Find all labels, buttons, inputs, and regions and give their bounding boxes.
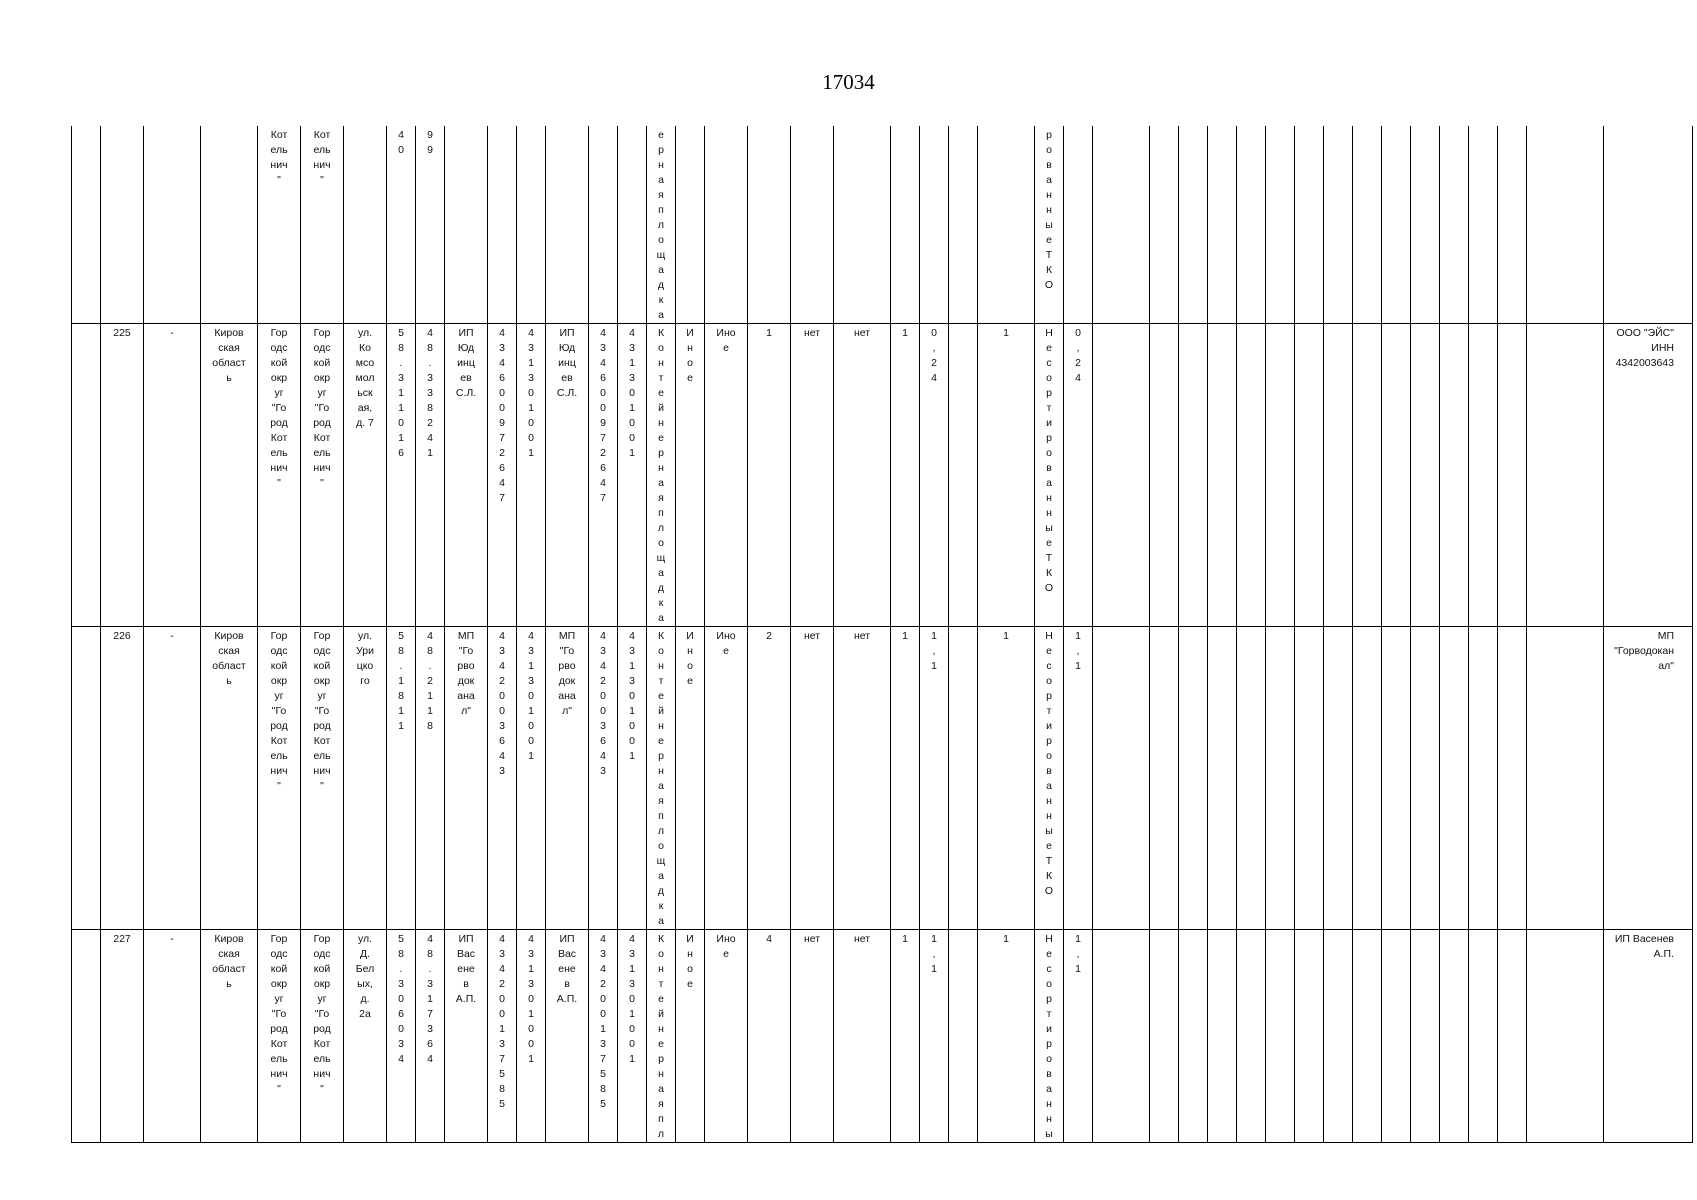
cell-blank xyxy=(72,324,101,627)
cell-area: 1 xyxy=(748,324,791,627)
cell-empty xyxy=(1093,930,1150,1143)
cell-empty xyxy=(1237,627,1266,930)
cell-empty xyxy=(1093,126,1150,324)
cell-fence: нет xyxy=(791,930,834,1143)
cell-empty xyxy=(1469,126,1498,324)
cell-empty xyxy=(1208,324,1237,627)
cell-settlement: Кот ель нич " xyxy=(301,126,344,324)
cell-area xyxy=(748,126,791,324)
cell-empty xyxy=(1527,324,1604,627)
cell-empty xyxy=(1150,627,1179,930)
cell-empty xyxy=(1411,930,1440,1143)
cell-owner-ogrn: 4 3 1 3 0 1 0 0 1 xyxy=(517,627,546,930)
cell-empty xyxy=(1295,324,1324,627)
cell-empty xyxy=(1527,126,1604,324)
cell-area: 2 xyxy=(748,627,791,930)
cell-bunker-volume: 1 xyxy=(978,627,1035,930)
cell-waste-type: Н е с о р т и р о в а н н ы xyxy=(1035,930,1064,1143)
cell-surface xyxy=(676,126,705,324)
cell-site-type: е р н а я п л о щ а д к а xyxy=(647,126,676,324)
cell-empty xyxy=(1208,627,1237,930)
cell-empty xyxy=(1324,627,1353,930)
cell-empty xyxy=(1382,930,1411,1143)
cell-empty xyxy=(1411,627,1440,930)
cell-record-number: 227 xyxy=(101,930,144,1143)
cell-empty xyxy=(1527,627,1604,930)
cell-container-count: 1 xyxy=(891,627,920,930)
cell-owner-ogrn: 4 3 1 3 0 1 0 0 1 xyxy=(517,930,546,1143)
cell-canopy: нет xyxy=(834,930,891,1143)
cell-empty xyxy=(1440,324,1469,627)
cell-empty xyxy=(1498,930,1527,1143)
cell-surface-note: Ино е xyxy=(705,627,748,930)
cell-dash: - xyxy=(144,324,201,627)
cell-source-owner: ИП Васенев А.П. xyxy=(1604,930,1693,1143)
cell-fence: нет xyxy=(791,627,834,930)
cell-empty xyxy=(1266,930,1295,1143)
cell-source-owner: ООО "ЭЙС" ИНН 4342003643 xyxy=(1604,324,1693,627)
cell-blank xyxy=(72,627,101,930)
cell-dash: - xyxy=(144,930,201,1143)
table-row xyxy=(72,627,1693,930)
cell-fence: нет xyxy=(791,324,834,627)
cell-longitude: 4 8 . 3 3 8 2 4 1 xyxy=(416,324,445,627)
cell-district: Гор одс кой окр уг "Го род Кот ель нич " xyxy=(258,930,301,1143)
cell-container-volume: 1 , 1 xyxy=(920,930,949,1143)
cell-empty xyxy=(1295,930,1324,1143)
cell-owner-inn: 4 3 4 2 0 0 3 6 4 3 xyxy=(488,627,517,930)
cell-empty xyxy=(1440,126,1469,324)
page-number: 17034 xyxy=(822,70,875,94)
cell-district: Гор одс кой окр уг "Го род Кот ель нич " xyxy=(258,324,301,627)
cell-bunker-volume: 1 xyxy=(978,930,1035,1143)
cell-settlement: Гор одс кой окр уг "Го род Кот ель нич " xyxy=(301,930,344,1143)
cell-container-count: 1 xyxy=(891,324,920,627)
cell-address: ул. Ури цко го xyxy=(344,627,387,930)
cell-bunker-volume: 1 xyxy=(978,324,1035,627)
cell-owner-ogrn xyxy=(517,126,546,324)
cell-empty xyxy=(1208,126,1237,324)
cell-dash: - xyxy=(144,627,201,930)
cell-empty xyxy=(1382,627,1411,930)
cell-surface-note xyxy=(705,126,748,324)
cell-surface-note: Ино е xyxy=(705,324,748,627)
cell-empty xyxy=(1498,324,1527,627)
cell-operator-ogrn: 4 3 1 3 0 1 0 0 1 xyxy=(618,324,647,627)
cell-surface-note: Ино е xyxy=(705,930,748,1143)
cell-empty xyxy=(1093,324,1150,627)
cell-district: Кот ель нич " xyxy=(258,126,301,324)
cell-empty xyxy=(1469,930,1498,1143)
cell-container-count: 1 xyxy=(891,930,920,1143)
cell-region: Киров ская област ь xyxy=(201,324,258,627)
cell-empty xyxy=(1266,324,1295,627)
cell-dash xyxy=(144,126,201,324)
cell-operator-name: ИП Юд инц ев С.Л. xyxy=(546,324,589,627)
cell-empty xyxy=(1411,324,1440,627)
cell-region: Киров ская област ь xyxy=(201,930,258,1143)
cell-empty xyxy=(1527,930,1604,1143)
cell-surface: И н о е xyxy=(676,930,705,1143)
cell-operator-inn: 4 3 4 6 0 0 9 7 2 6 4 7 xyxy=(589,324,618,627)
cell-canopy xyxy=(834,126,891,324)
table-row xyxy=(72,930,1693,1143)
cell-operator-ogrn xyxy=(618,126,647,324)
cell-site-type: К о н т е й н е р н а я п л о щ а д к а xyxy=(647,324,676,627)
cell-operator-name xyxy=(546,126,589,324)
cell-operator-name: МП "Го рво док ана л" xyxy=(546,627,589,930)
cell-waste-volume: 0 , 2 4 xyxy=(1064,324,1093,627)
cell-region: Киров ская област ь xyxy=(201,627,258,930)
cell-empty xyxy=(1324,930,1353,1143)
cell-area: 4 xyxy=(748,930,791,1143)
cell-empty xyxy=(1440,627,1469,930)
cell-settlement: Гор одс кой окр уг "Го род Кот ель нич " xyxy=(301,627,344,930)
registry-table xyxy=(71,126,1693,1143)
cell-empty xyxy=(1498,627,1527,930)
cell-empty xyxy=(1179,627,1208,930)
cell-empty xyxy=(1324,126,1353,324)
cell-longitude: 4 8 . 2 1 1 8 xyxy=(416,627,445,930)
cell-empty xyxy=(1266,126,1295,324)
cell-empty xyxy=(1237,930,1266,1143)
cell-owner-ogrn: 4 3 1 3 0 1 0 0 1 xyxy=(517,324,546,627)
cell-empty xyxy=(1208,930,1237,1143)
cell-operator-inn xyxy=(589,126,618,324)
cell-surface: И н о е xyxy=(676,627,705,930)
cell-bunker-volume xyxy=(978,126,1035,324)
cell-address: ул. Ко мсо мол ьск ая, д. 7 xyxy=(344,324,387,627)
cell-record-number: 226 xyxy=(101,627,144,930)
cell-operator-ogrn: 4 3 1 3 0 1 0 0 1 xyxy=(618,930,647,1143)
cell-empty xyxy=(1411,126,1440,324)
cell-site-type: К о н т е й н е р н а я п л xyxy=(647,930,676,1143)
cell-empty xyxy=(1179,324,1208,627)
cell-settlement: Гор одс кой окр уг "Го род Кот ель нич " xyxy=(301,324,344,627)
cell-empty xyxy=(1179,930,1208,1143)
cell-longitude: 4 8 . 3 1 7 3 6 4 xyxy=(416,930,445,1143)
cell-record-number: 225 xyxy=(101,324,144,627)
cell-waste-volume xyxy=(1064,126,1093,324)
cell-address: ул. Д. Бел ых, д. 2а xyxy=(344,930,387,1143)
cell-longitude: 9 9 xyxy=(416,126,445,324)
cell-owner-inn xyxy=(488,126,517,324)
table-row-continuation xyxy=(72,126,1693,324)
cell-container-volume xyxy=(920,126,949,324)
cell-owner-inn: 4 3 4 2 0 0 1 3 7 5 8 5 xyxy=(488,930,517,1143)
cell-empty xyxy=(1498,126,1527,324)
cell-empty xyxy=(1237,324,1266,627)
cell-empty xyxy=(1469,627,1498,930)
cell-empty xyxy=(1266,627,1295,930)
cell-empty xyxy=(1150,930,1179,1143)
cell-empty xyxy=(1353,324,1382,627)
cell-waste-volume: 1 , 1 xyxy=(1064,627,1093,930)
cell-empty xyxy=(1150,126,1179,324)
cell-waste-type: Н е с о р т и р о в а н н ы е Т К О xyxy=(1035,324,1064,627)
cell-surface: И н о е xyxy=(676,324,705,627)
cell-empty xyxy=(1440,930,1469,1143)
cell-empty xyxy=(1237,126,1266,324)
cell-bunker-count xyxy=(949,324,978,627)
cell-bunker-count xyxy=(949,126,978,324)
cell-operator-inn: 4 3 4 2 0 0 3 6 4 3 xyxy=(589,627,618,930)
cell-district: Гор одс кой окр уг "Го род Кот ель нич " xyxy=(258,627,301,930)
cell-empty xyxy=(1469,324,1498,627)
cell-owner-name xyxy=(445,126,488,324)
cell-canopy: нет xyxy=(834,627,891,930)
cell-empty xyxy=(1295,126,1324,324)
cell-site-type: К о н т е й н е р н а я п л о щ а д к а xyxy=(647,627,676,930)
cell-blank xyxy=(72,126,101,324)
cell-region xyxy=(201,126,258,324)
cell-owner-name: МП "Го рво док ана л" xyxy=(445,627,488,930)
cell-empty xyxy=(1382,324,1411,627)
cell-canopy: нет xyxy=(834,324,891,627)
cell-container-volume: 1 , 1 xyxy=(920,627,949,930)
cell-owner-inn: 4 3 4 6 0 0 9 7 2 6 4 7 xyxy=(488,324,517,627)
cell-latitude: 5 8 . 1 8 1 1 xyxy=(387,627,416,930)
cell-empty xyxy=(1382,126,1411,324)
cell-waste-type: р о в а н н ы е Т К О xyxy=(1035,126,1064,324)
cell-blank xyxy=(72,930,101,1143)
cell-source-owner: МП "Горводокан ал" xyxy=(1604,627,1693,930)
cell-latitude: 5 8 . 3 1 1 0 1 6 xyxy=(387,324,416,627)
cell-empty xyxy=(1295,627,1324,930)
cell-empty xyxy=(1353,627,1382,930)
cell-owner-name: ИП Вас ене в А.П. xyxy=(445,930,488,1143)
cell-owner-name: ИП Юд инц ев С.Л. xyxy=(445,324,488,627)
cell-waste-volume: 1 , 1 xyxy=(1064,930,1093,1143)
cell-container-count xyxy=(891,126,920,324)
cell-source-owner xyxy=(1604,126,1693,324)
cell-bunker-count xyxy=(949,627,978,930)
cell-latitude: 4 0 xyxy=(387,126,416,324)
cell-record-number xyxy=(101,126,144,324)
cell-empty xyxy=(1179,126,1208,324)
cell-waste-type: Н е с о р т и р о в а н н ы е Т К О xyxy=(1035,627,1064,930)
cell-empty xyxy=(1353,930,1382,1143)
table-row xyxy=(72,324,1693,627)
cell-empty xyxy=(1324,324,1353,627)
cell-empty xyxy=(1353,126,1382,324)
cell-empty xyxy=(1093,627,1150,930)
cell-operator-name: ИП Вас ене в А.П. xyxy=(546,930,589,1143)
cell-container-volume: 0 , 2 4 xyxy=(920,324,949,627)
cell-latitude: 5 8 . 3 0 6 0 3 4 xyxy=(387,930,416,1143)
cell-empty xyxy=(1150,324,1179,627)
cell-address xyxy=(344,126,387,324)
cell-operator-inn: 4 3 4 2 0 0 1 3 7 5 8 5 xyxy=(589,930,618,1143)
cell-bunker-count xyxy=(949,930,978,1143)
cell-operator-ogrn: 4 3 1 3 0 1 0 0 1 xyxy=(618,627,647,930)
cell-fence xyxy=(791,126,834,324)
